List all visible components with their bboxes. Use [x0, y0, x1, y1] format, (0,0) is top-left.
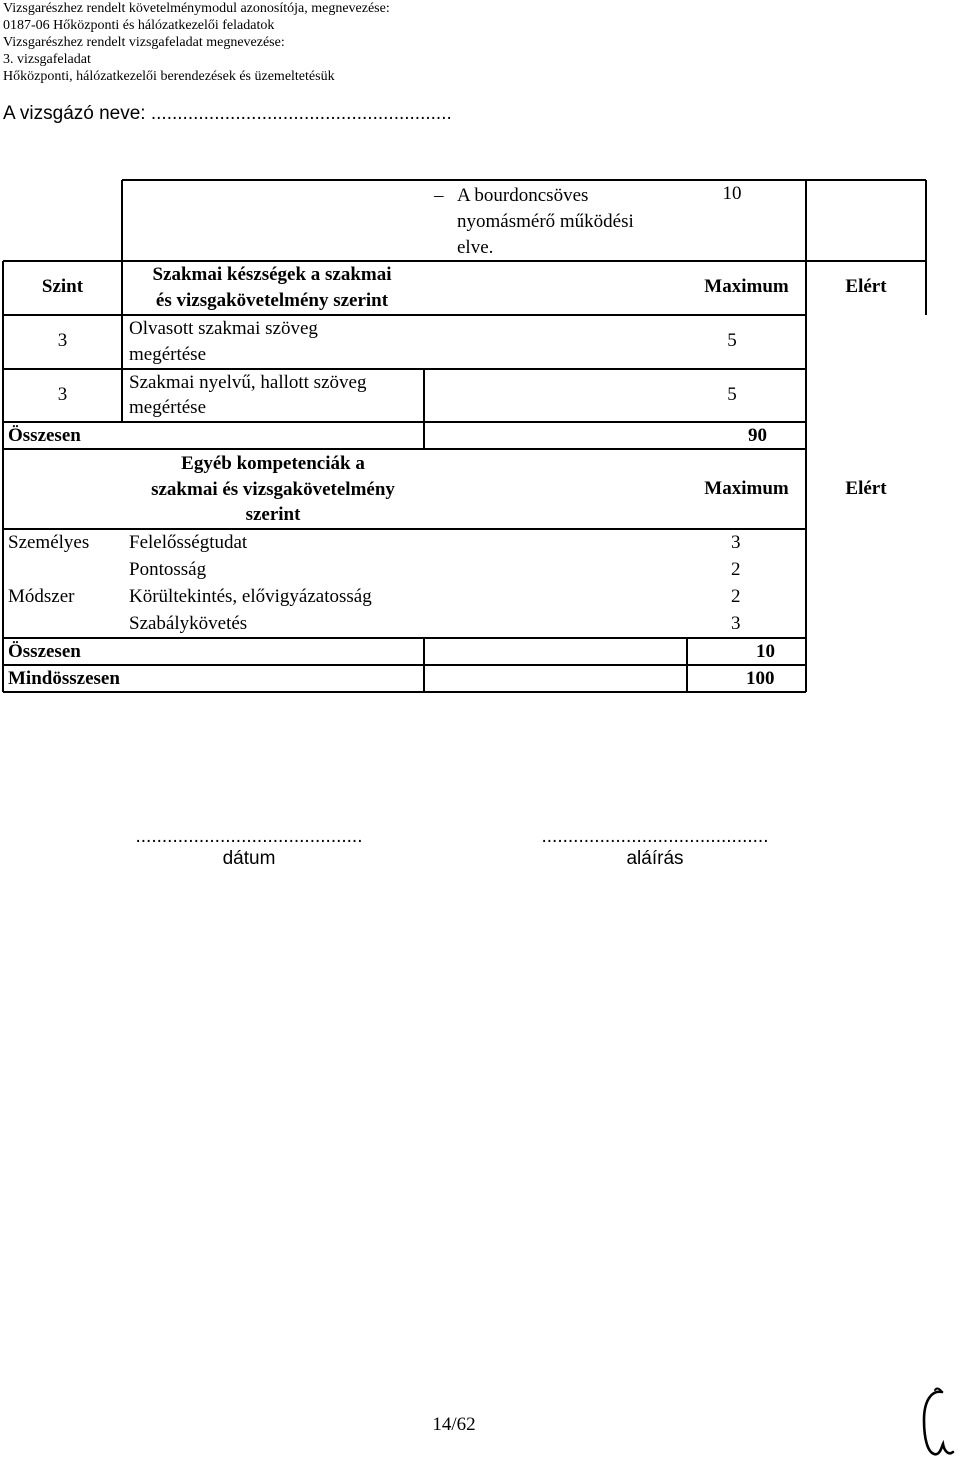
- subtotal-label: Összesen: [8, 425, 81, 446]
- competencies-title: Egyéb kompetenciák a: [181, 453, 365, 474]
- top-item-dash: –: [434, 185, 444, 206]
- competencies-title: szerint: [245, 504, 301, 525]
- skill-name: megértése: [129, 344, 207, 365]
- top-item-line: elve.: [457, 237, 494, 258]
- competency-group: Módszer: [8, 586, 75, 607]
- competency-max: 3: [731, 532, 741, 553]
- competencies-title: szakmai és vizsgakövetelmény: [151, 479, 395, 500]
- subtotal-label: Összesen: [8, 641, 81, 662]
- subtotal-value: 10: [756, 641, 775, 662]
- top-item-line: nyomásmérő működési: [457, 211, 634, 232]
- grand-total-value: 100: [746, 668, 775, 689]
- max-header: Maximum: [704, 478, 789, 499]
- date-label: dátum: [222, 848, 276, 869]
- date-signature-block: [118, 826, 380, 870]
- sign-signature-block: [522, 826, 788, 870]
- skill-max: 5: [727, 384, 737, 405]
- achieved-header: Elért: [845, 478, 887, 499]
- handwritten-mark-icon: [918, 1386, 958, 1461]
- grand-total-label: Mindösszesen: [8, 668, 120, 689]
- competency-max: 2: [731, 586, 741, 607]
- page-number: 14/62: [432, 1414, 476, 1435]
- skill-name: Olvasott szakmai szöveg: [129, 318, 318, 339]
- skill-name: Szakmai nyelvű, hallott szöveg: [129, 372, 367, 393]
- skill-name: megértése: [129, 397, 207, 418]
- skill-level: 3: [57, 384, 68, 405]
- skill-max: 5: [727, 330, 737, 351]
- competency-group: Személyes: [8, 532, 90, 553]
- date-line: ...........................................: [135, 826, 363, 847]
- skill-level: 3: [57, 330, 68, 351]
- skills-title: és vizsgakövetelmény szerint: [155, 290, 389, 311]
- competency-name: Szabálykövetés: [129, 613, 248, 634]
- signature-line: ...........................................: [541, 826, 769, 847]
- candidate-name-field: A vizsgázó neve: .........................................................: [3, 103, 452, 124]
- competency-name: Körültekintés, elővigyázatosság: [129, 586, 372, 607]
- competency-name: Pontosság: [129, 559, 207, 580]
- header-line: 0187-06 Hőközponti és hálózatkezelői feladatok: [3, 18, 275, 33]
- top-item-line: A bourdoncsöves: [457, 185, 589, 206]
- competency-name: Felelősségtudat: [129, 532, 248, 553]
- header-line: 3. vizsgafeladat: [3, 52, 91, 67]
- evaluation-table: [0, 0, 960, 720]
- header-line: Vizsgarészhez rendelt követelménymodul azonosítója, megnevezése:: [3, 1, 390, 16]
- achieved-header: Elért: [845, 276, 887, 297]
- header-line: Hőközponti, hálózatkezelői berendezések és üzemeltetésük: [3, 69, 335, 84]
- skills-title: Szakmai készségek a szakmai: [152, 264, 392, 285]
- header-line: Vizsgarészhez rendelt vizsgafeladat megnevezése:: [3, 35, 285, 50]
- competency-max: 2: [731, 559, 741, 580]
- competency-max: 3: [731, 613, 741, 634]
- signature-label: aláírás: [626, 848, 684, 869]
- top-item-points: 10: [722, 183, 742, 204]
- level-header: Szint: [41, 276, 84, 297]
- subtotal-value: 90: [748, 425, 767, 446]
- max-header: Maximum: [704, 276, 789, 297]
